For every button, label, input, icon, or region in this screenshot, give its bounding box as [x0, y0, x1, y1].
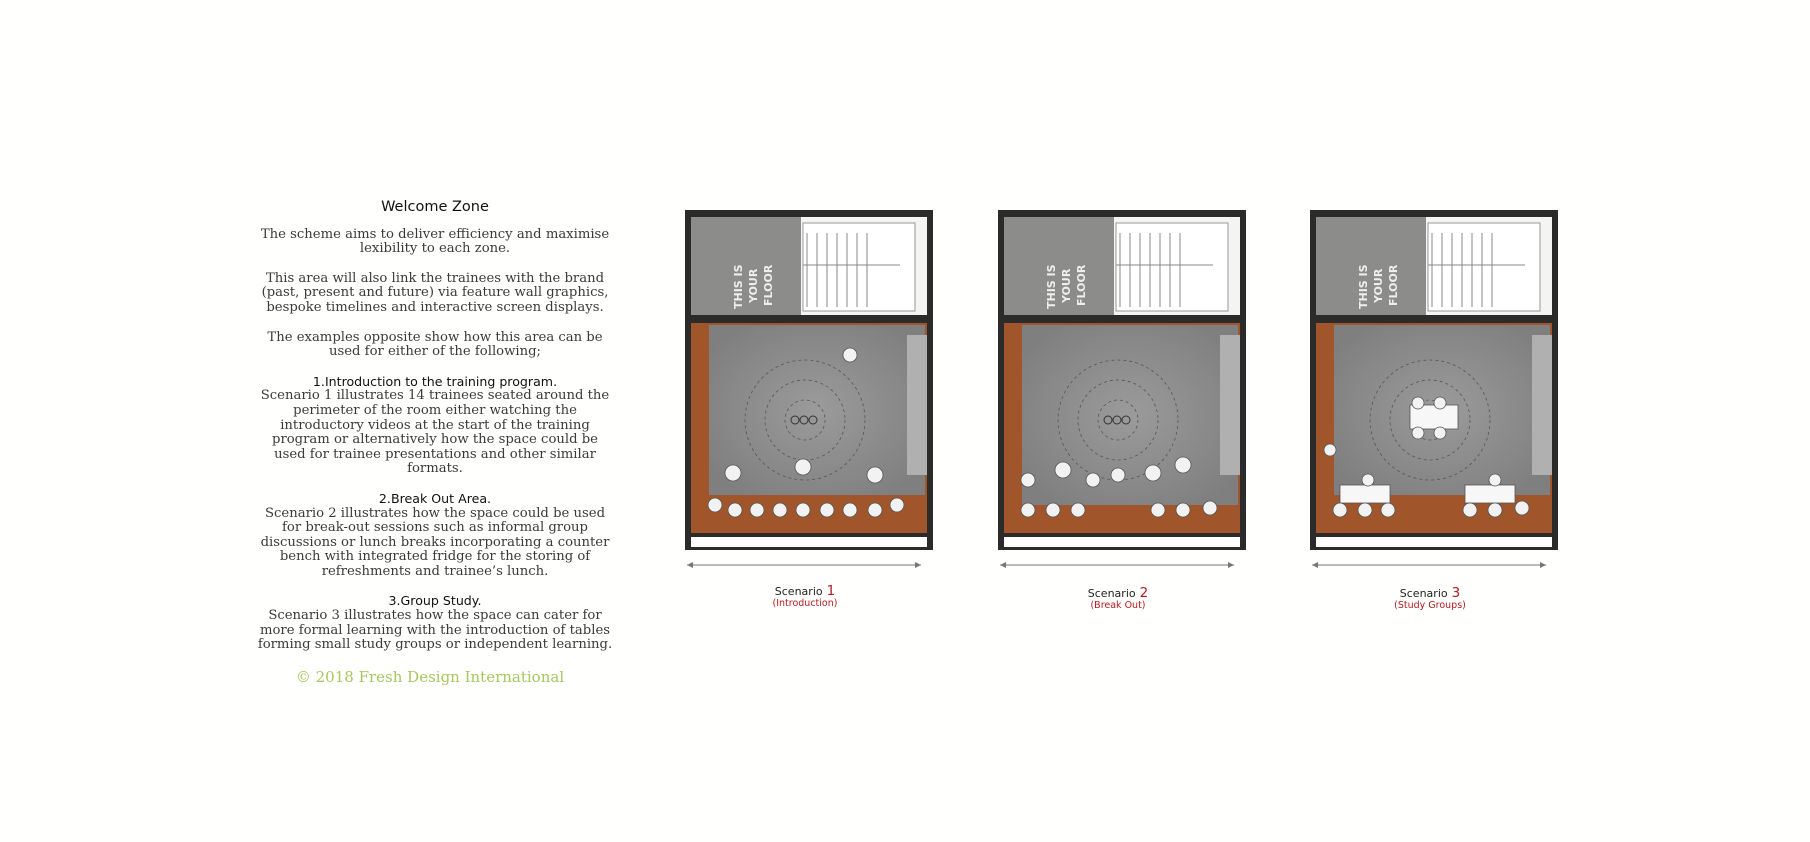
window-strip	[691, 537, 927, 547]
dimension-line-2	[998, 560, 1238, 570]
scenario-1-body: Scenario 1 illustrates 14 trainees seated around the perimeter of the room either watching the introductory videos at the start of the training program or alternatively how the space could be used for trainee presentations and other similar formats.	[260, 388, 610, 477]
scenario-3-body: Scenario 3 illustrates how the space can cater for more formal learning with the introduction of tables forming small study groups or independent learning.	[257, 608, 613, 653]
plan-2-drawing	[998, 205, 1258, 550]
floor-text-line-2: YOUR	[1372, 268, 1385, 303]
scenario-1-description	[255, 375, 615, 477]
side-panel	[1220, 335, 1240, 475]
intro-paragraph-1: The scheme aims to deliver efficiency and maximise lexibility to each zone.	[260, 226, 610, 257]
floor-text-line-3: FLOOR	[1387, 264, 1400, 306]
scenario-2-number: 2	[1139, 585, 1149, 601]
window-strip	[1004, 537, 1240, 547]
floor-text-line-1: THIS IS	[1045, 264, 1058, 309]
floor-text-line-2: YOUR	[747, 268, 760, 303]
staircase	[1428, 223, 1540, 311]
scenario-2-description	[255, 492, 615, 580]
staircase	[803, 223, 915, 311]
floor-text-line-2: YOUR	[1060, 268, 1073, 303]
floor-graphic-panel	[1004, 217, 1114, 315]
floor-plan-scenario-3	[1310, 205, 1570, 570]
scenario-3-label: Scenario	[1399, 587, 1448, 600]
floor-text-line-3: FLOOR	[1075, 264, 1088, 306]
side-panel	[907, 335, 927, 475]
scenario-1-caption	[705, 580, 905, 609]
plan-1-drawing	[685, 205, 945, 550]
scenario-2-label: Scenario	[1087, 587, 1136, 600]
scenario-1-heading: 1.Introduction to the training program.	[312, 373, 558, 389]
floor-text-line-1: THIS IS	[1357, 264, 1370, 309]
panel-title: Welcome Zone	[381, 199, 489, 215]
concrete-floor	[1022, 325, 1238, 505]
scenario-1-label: Scenario	[774, 585, 823, 598]
description-panel	[255, 200, 615, 668]
floor-text-line-3: FLOOR	[762, 264, 775, 306]
staircase	[1116, 223, 1228, 311]
scenario-1-number: 1	[826, 583, 836, 599]
window-strip	[1316, 537, 1552, 547]
floor-graphic-panel	[691, 217, 801, 315]
intro-paragraph-3: The examples opposite show how this area can be used for either of the following;	[267, 329, 603, 360]
scenario-3-caption	[1330, 582, 1530, 611]
scenario-2-body: Scenario 2 illustrates how the space could be used for break-out sessions such as informal group discussions or lunch breaks incorporating a counter bench with integrated fridge for the storing of refreshments and trainee’s lunch.	[260, 505, 610, 579]
copyright-notice: © 2018 Fresh Design International	[295, 668, 565, 686]
plan-3-drawing	[1310, 205, 1570, 550]
scenario-3-subtitle: (Study Groups)	[1394, 600, 1466, 611]
floor-plan-scenario-2	[998, 205, 1258, 570]
scenario-1-subtitle: (Introduction)	[772, 598, 838, 609]
dimension-line-1	[685, 560, 925, 570]
scenario-2-heading: 2.Break Out Area.	[378, 490, 492, 506]
intro-paragraph-2: This area will also link the trainees with the brand (past, present and future) via feature wall graphics, bespoke timelines and interactive screen displays.	[261, 270, 609, 315]
floor-graphic-panel	[1316, 217, 1426, 315]
scenario-2-caption	[1018, 582, 1218, 611]
floor-plan-scenario-1	[685, 205, 945, 570]
concrete-floor	[709, 325, 925, 495]
scenario-3-number: 3	[1451, 585, 1461, 601]
scenario-3-heading: 3.Group Study.	[388, 593, 482, 609]
scenario-2-subtitle: (Break Out)	[1090, 600, 1146, 611]
side-panel	[1532, 335, 1552, 475]
floor-text-line-1: THIS IS	[732, 264, 745, 309]
scenario-3-description	[255, 594, 615, 652]
dimension-line-3	[1310, 560, 1550, 570]
